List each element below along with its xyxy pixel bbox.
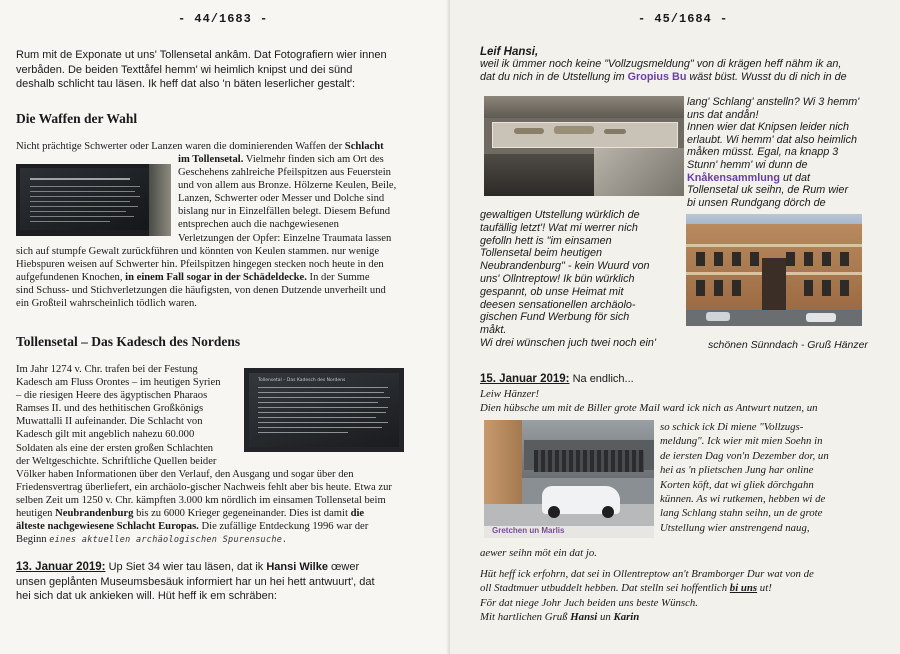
text-line: so schick ick Di miene "Vollzugs- [660, 421, 804, 433]
section2-side-text [16, 363, 238, 468]
right-page [450, 0, 900, 654]
reply-header [480, 372, 898, 416]
text-line: un [597, 611, 614, 624]
text-line: Völker haben Informationen über den Verlauf, den Ausgang und sogar über den [16, 469, 354, 480]
text-line: erlaubt. Wi hemm' dat also heimlich [687, 133, 857, 146]
text-line: gewaltigen Utstellung würklich de [480, 209, 640, 221]
highlight-gropius: Gropius Bu [627, 70, 687, 83]
text-line: – die riesigen Heere des ägyptischen Pharaos [16, 390, 208, 402]
page-number-left: - 44/1683 - [178, 12, 269, 26]
text-line: Kadesch gilt mit angeblich nahezu 60.000 [16, 429, 195, 441]
photo-plaque-waffen [16, 164, 171, 236]
text-line: Geschehens zahlreiche Pfeilspitzen aus Feuerstein [178, 167, 391, 179]
diary-entry-jan13 [16, 560, 441, 604]
text-line: Soldaten als eine der ersten großen Schlachten [16, 442, 214, 454]
intro-line: Rum mit de Exponate ut uns' Tollensetal ankâm. Dat Fotografiern wier innen [16, 49, 387, 61]
reply-greeting: Leiw Hänzer! [480, 387, 540, 400]
text-line: wäst büst. Wusst du di nich in de [686, 70, 847, 83]
section1-full-text [16, 245, 441, 310]
letter-top [480, 46, 895, 83]
text-line: Hüt heff ick erfohrn, dat sei in Ollentreptow an't Bramborger Dur wat von de [480, 567, 814, 580]
text-bold: die [350, 508, 365, 520]
text-line: Verletzungen der Opfer: Einzelne Traumata lassen [178, 232, 392, 244]
text-line: gespannt, ob unse Heimat mit [480, 285, 624, 298]
text-line: künnen. As wi rutkemen, hebben wi de [660, 493, 826, 506]
text-bold: Hansi Wilke [266, 561, 328, 573]
text-line: ut dat [780, 171, 811, 184]
photo-gretchen-marlis [484, 420, 654, 538]
text-line: de iersten Dag von'n Dezember dor, un [660, 449, 829, 462]
section1-lead [16, 140, 441, 153]
text-line: Tollensetal uk seihn, de Rum wier [687, 184, 849, 197]
reply-date: 15. Januar 2019: [480, 373, 570, 385]
text-line: uns dat andån! [687, 108, 759, 121]
text-line: Nicht prächtige Schwerter oder Lanzen waren die dominierenden Waffen der [16, 141, 343, 152]
text-line: Korten köft, dat wi gliek dörchgahn [660, 478, 814, 491]
text-line: Beginn [16, 534, 47, 546]
text-line: weil ik ümmer noch keine "Vollzugsmeldung" von di krägen heff nähm ik an, [480, 58, 842, 71]
text-bold: Hansi [570, 611, 598, 624]
text-line: Utstellung wier anstrengend naug, [660, 521, 810, 534]
text-line: entsprechen auch die nachgewiesenen [178, 219, 339, 231]
text-line: måken müsst. Egal, na knapp 3 [687, 146, 839, 159]
text-line: Innen wier dat Knipsen leider nich [687, 121, 850, 134]
text-underlined: bi uns [729, 582, 758, 595]
photo-museum-display [484, 96, 684, 196]
text-line: aewer seihn möt ein dat jo. [480, 547, 597, 559]
text-line: Lanzen, Schwerter oder Messer und Dolche sind [178, 193, 385, 205]
salutation: Leif Hansi, [480, 46, 539, 58]
text-bold: Schlacht [344, 141, 384, 152]
letter-closing: schönen Sünndach - Gruß Hänzer [708, 339, 868, 351]
text-line: gefolln hett is "im einsamen [480, 234, 612, 247]
text-line: bis zu 6000 Krieger gegeneinander. Dies ist damit [133, 508, 351, 520]
text-line: deesen sensationellen archäolo- [480, 298, 636, 311]
photo-plaque-kadesch [244, 368, 404, 452]
section-title-waffen: Die Waffen der Wahl [16, 111, 138, 126]
highlight-knakensammlung: Knåkensammlung [687, 171, 780, 184]
text-line: måkt. [480, 324, 507, 337]
text-line: Friedensvertrag überliefert, ein archäolo-gischer Nachweis fehlt aber bis heute. Etwa zur [16, 482, 392, 494]
handwritten-note: eines aktuellen archäologischen Spurensuche. [49, 535, 288, 546]
photo-gropius-bau [686, 214, 862, 326]
text-line: selben Zeit um 1250 v. Chr. kämpften 3.000 km nördlich im einsamen Tollensetal beim [16, 495, 386, 507]
intro-paragraph [16, 48, 441, 92]
text-bold: Neubrandenburg [55, 508, 134, 520]
text-line: bi unsen Rundgang dörch de [687, 196, 826, 209]
text-line: und von allem aus Bronze. Hölzerne Keulen, Beile, [178, 180, 397, 192]
text-line: Stunn' hemm' wi dunn de [687, 158, 808, 171]
text-line: ut! [757, 582, 772, 595]
text-line: œwer [327, 561, 360, 573]
section1-side-text [178, 153, 441, 245]
text-line: lang Schlang stahn seihn, un de grote [660, 507, 823, 520]
section2-full-text [16, 468, 441, 548]
text-line: lang' Schlang' anstelln? Wi 3 hemm' [687, 96, 860, 108]
text-line: Kadesch am Fluss Orontes – im heutigen Syrien [16, 377, 221, 389]
text-line: ein Großteil wahrscheinlich tödlich waren. [16, 298, 197, 310]
letter-side-text [687, 96, 897, 209]
text-line: Muwattalli II aufeinander. Die Schlacht von [16, 416, 203, 428]
photo-caption: Gretchen un Marlis [492, 526, 565, 535]
text-bold: Karin [613, 611, 640, 624]
text-line: Na endlich... [569, 373, 634, 385]
text-line: Neubrandenburg" - kein Wuurd von [480, 260, 650, 273]
text-line: der Weltgeschichte. Schriftliche Quellen beider [16, 455, 217, 467]
text-line: bislang nur in Einzelfällen belegt. Diesem Befund [178, 206, 391, 218]
text-line: dat du nich in de Utstellung im [480, 70, 628, 83]
intro-line: deshalb schlicht tau läsen. Ik heff dat also 'n bäten leserlicher gestalt': [16, 78, 356, 90]
text-line: För dat niege Johr Juch beiden uns beste Wünsch. [480, 596, 698, 609]
text-bold: älteste nachgewiesene Schlacht Europas. [16, 521, 199, 533]
text-line: hei sich dat uk ankieken will. Hüt heff ik em schräben: [16, 590, 277, 602]
intro-line: verbåden. De beiden Texttåfel hemm' wi heimlich knipst und dei sünd [16, 63, 353, 76]
section-title-kadesch: Tollensetal – Das Kadesch des Nordens [16, 334, 241, 349]
text-line: unsen geplånten Museumsbesäuk informiert har un hei hett antwuurt', dat [16, 575, 375, 588]
text-line: gischen Fund Werbung för sich [480, 311, 630, 324]
text-bold: im Tollensetal. [178, 154, 244, 165]
text-line: Dien hübsche um mit de Biller grote Mail ward ick nich as Antwurt nutzen, un [480, 402, 818, 415]
text-line: Tollensetal beim heutigen [480, 247, 603, 260]
text-line: Up Siet 34 wier tau läsen, dat ik [105, 561, 267, 573]
text-line: sich auf stumpfe Gewalt zurückführen und könnten von Keulen stammen. nur wenige [16, 246, 380, 257]
text-line: taufällig letzt'! Wat mi werrer nich [480, 221, 638, 234]
text-line: Im Jahr 1274 v. Chr. trafen bei der Festung [16, 364, 198, 375]
text-line: Vielmehr finden sich am Ort des [243, 154, 384, 165]
page-number-right: - 45/1684 - [638, 12, 729, 26]
letter-left-text [480, 209, 690, 350]
text-line: In der Summe [306, 272, 370, 284]
text-line: Mit hartlichen Gruß [480, 611, 571, 624]
text-line: Ramses II. und des hethitischen Großkönigs [16, 403, 204, 415]
text-line: Hiebspuren weisen auf Schwerter hin. Pfeilspitzen hingegen stecken noch heute in den [16, 259, 384, 271]
text-line: uns' Ollntreptow! Ik bün würklich [480, 272, 635, 285]
text-line: aufgefundenen Knochen, [16, 272, 123, 284]
text-line: hei as 'n plietschen Jung har online [660, 464, 814, 477]
text-line: heutigen [16, 508, 56, 520]
reply-full-text [480, 546, 898, 625]
diary-date: 13. Januar 2019: [16, 561, 106, 573]
text-line: oll Stadtmuer utbuddelt hebben. Dat stelln sei hoffentlich [480, 582, 730, 595]
text-line: sind Schuss- und Stichverletzungen die häufigsten, von denen Dutzende unverheilt und [16, 285, 386, 297]
text-line: meldung". Ick wier mit mien Soehn in [660, 435, 823, 448]
plaque-title: Tollensetal – Das Kadesch des Nordens [258, 378, 346, 383]
text-line: Die zufällige Entdeckung 1996 war der [198, 521, 369, 533]
text-bold: in einem Fall sogar in der Schädeldecke. [122, 272, 307, 284]
reply-side-text [660, 420, 896, 535]
text-line: Wi drei wünschen juch twei noch ein' [480, 336, 657, 349]
